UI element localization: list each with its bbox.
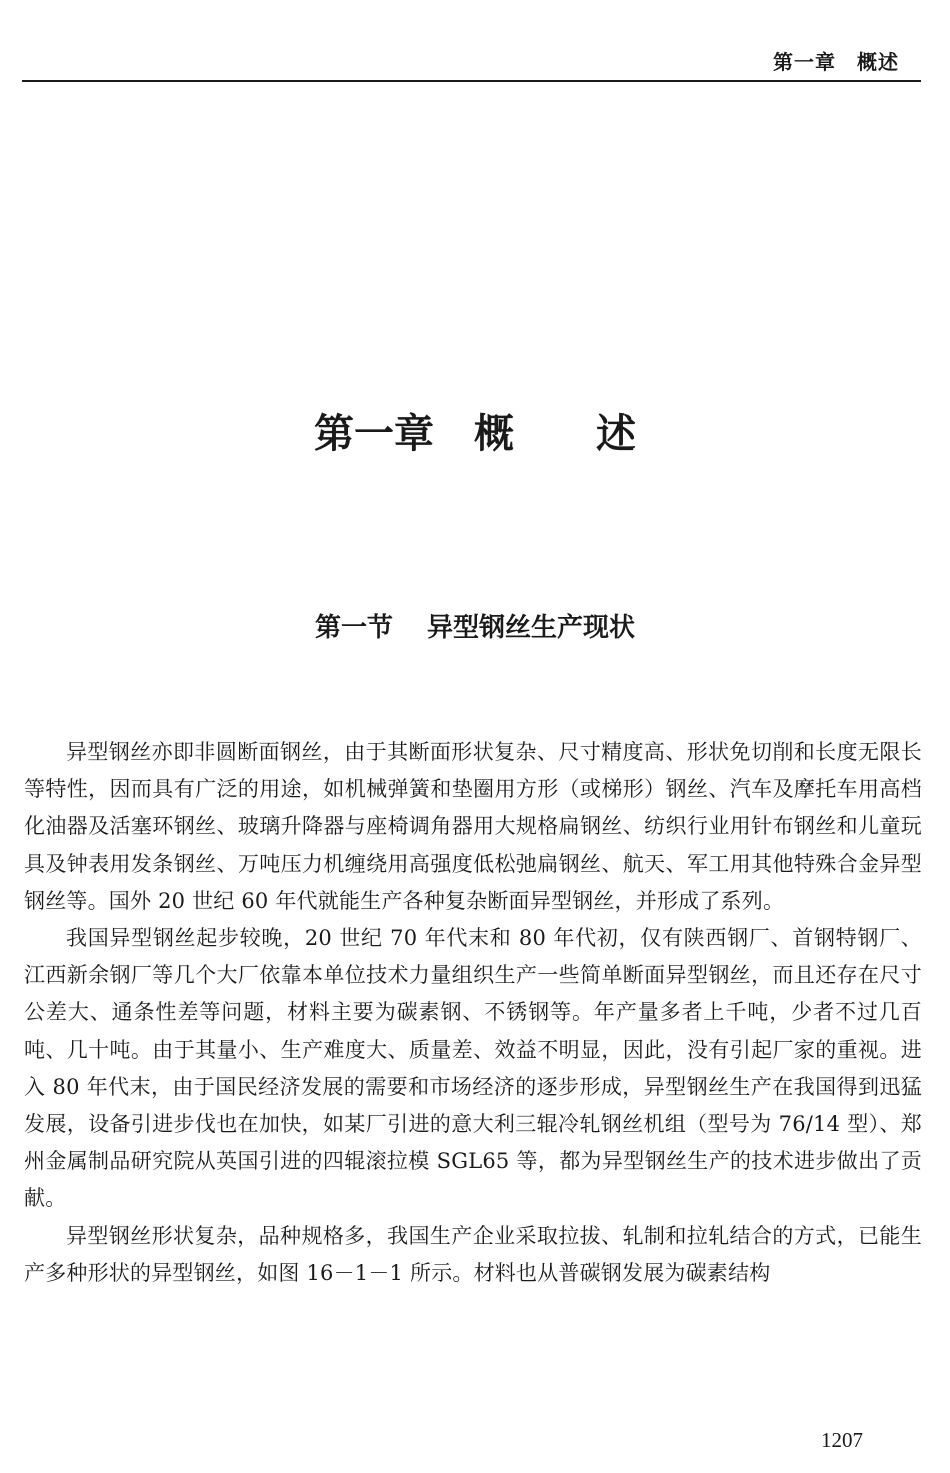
running-head-text: 第一章 概述 <box>773 50 899 74</box>
running-head <box>22 40 921 82</box>
paragraph: 我国异型钢丝起步较晚，20 世纪 70 年代末和 80 年代初，仅有陕西钢厂、首钢特钢厂、江西新余钢厂等几个大厂依靠本单位技术力量组织生产一些简单断面异型钢丝，而且还存在尺寸公差大、通条性差等问题，材料主要为碳素钢、不锈钢等。年产量多者上千吨，少者不过几百吨、几十吨。由于其量小、生产难度大、质量差、效益不明显，因此，没有引起厂家的重视。进入 80 年代末，由于国民经济发展的需要和市场经济的逐步形成，异型钢丝生产在我国得到迅猛发展，设备引进步伐也在加快，如某厂引进的意大利三辊冷轧钢丝机组（型号为 76/14 型）、郑州金属制品研究院从英国引进的四辊滚拉模 SGL65 等，都为异型钢丝生产的技术进步做出了贡献。 <box>24 926 922 1211</box>
body-text <box>24 734 922 1292</box>
paragraph: 异型钢丝亦即非圆断面钢丝，由于其断面形状复杂、尺寸精度高、形状免切削和长度无限长等特性，因而具有广泛的用途，如机械弹簧和垫圈用方形（或梯形）钢丝、汽车及摩托车用高档化油器及活塞环钢丝、玻璃升降器与座椅调角器用大规格扁钢丝、纺织行业用针布钢丝和儿童玩具及钟表用发条钢丝、万吨压力机缠绕用高强度低松弛扁钢丝、航天、军工用其他特殊合金异型钢丝等。国外 20 世纪 60 年代就能生产各种复杂断面异型钢丝，并形成了系列。 <box>24 740 922 913</box>
chapter-title-char-1: 概 <box>474 411 514 457</box>
chapter-title <box>0 404 950 464</box>
page-number: 1207 <box>821 1428 863 1452</box>
section-number: 第一节 <box>314 613 393 643</box>
chapter-title-char-2: 述 <box>596 411 636 457</box>
paragraph: 异型钢丝形状复杂，品种规格多，我国生产企业采取拉拔、轧制和拉轧结合的方式，已能生产多种形状的异型钢丝，如图 16－1－1 所示。材料也从普碳钢发展为碳素结构 <box>24 1223 922 1285</box>
section-heading: 异型钢丝生产现状 <box>427 613 636 643</box>
section-title <box>0 608 950 648</box>
chapter-number: 第一章 <box>314 411 434 457</box>
